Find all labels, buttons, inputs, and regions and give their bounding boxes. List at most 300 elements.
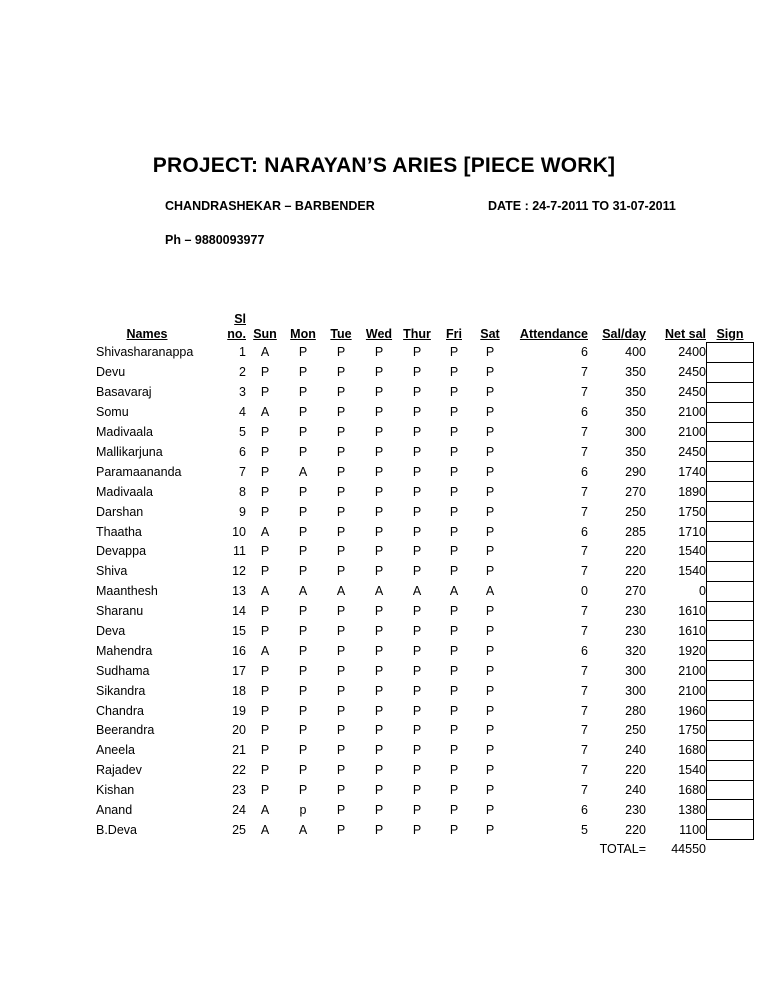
day-wed-status: P — [374, 822, 384, 837]
salary-per-day: 320 — [625, 643, 646, 658]
day-sun-status: P — [260, 743, 270, 758]
table-row — [90, 701, 754, 721]
table-row — [90, 363, 754, 383]
serial-number: 6 — [239, 444, 246, 459]
header-row — [90, 312, 754, 342]
table-row — [90, 681, 754, 701]
salary-per-day: 350 — [625, 365, 646, 380]
day-sat-status: P — [485, 822, 495, 837]
col-wed-header: Wed — [365, 327, 393, 341]
day-tue-status: P — [336, 683, 346, 698]
net-salary: 1960 — [678, 703, 706, 718]
day-sun-status: P — [260, 444, 270, 459]
signature-box[interactable] — [706, 661, 754, 681]
day-fri-status: P — [449, 504, 459, 519]
document-title: PROJECT: NARAYAN’S ARIES [PIECE WORK] — [152, 154, 616, 177]
day-thur-status: P — [412, 365, 422, 380]
day-tue-status: P — [336, 405, 346, 420]
day-mon-status: A — [298, 822, 308, 837]
net-salary: 1750 — [678, 504, 706, 519]
day-fri-status: P — [449, 743, 459, 758]
employee-name: Aneela — [96, 743, 135, 758]
day-fri-status: P — [449, 425, 459, 440]
day-thur-status: P — [412, 743, 422, 758]
day-mon-status: P — [298, 703, 308, 718]
day-fri-status: A — [449, 584, 459, 599]
employee-name: Mahendra — [96, 643, 153, 658]
col-sal-day-header: Sal/day — [602, 327, 646, 341]
day-thur-status: P — [412, 484, 422, 499]
salary-per-day: 240 — [625, 743, 646, 758]
employee-name: Sharanu — [96, 604, 144, 619]
col-net-sal-header: Net sal — [665, 327, 706, 341]
day-fri-status: P — [449, 703, 459, 718]
net-salary: 1100 — [679, 822, 706, 837]
total-value: 44550 — [671, 842, 706, 857]
day-sun-status: P — [260, 544, 270, 559]
signature-box[interactable] — [706, 781, 754, 801]
day-mon-status: P — [298, 385, 308, 400]
day-sun-status: A — [260, 643, 270, 658]
net-salary: 1680 — [678, 783, 706, 798]
day-wed-status: P — [374, 763, 384, 778]
day-wed-status: P — [374, 385, 384, 400]
day-thur-status: P — [412, 643, 422, 658]
day-sat-status: P — [485, 444, 495, 459]
day-sat-status: P — [485, 365, 495, 380]
signature-box[interactable] — [706, 363, 754, 383]
day-thur-status: P — [412, 405, 422, 420]
day-wed-status: P — [374, 504, 384, 519]
day-tue-status: P — [336, 365, 346, 380]
salary-per-day: 300 — [625, 425, 646, 440]
day-wed-status: P — [374, 425, 384, 440]
attendance-count: 7 — [581, 683, 588, 698]
serial-number: 7 — [239, 464, 246, 479]
day-fri-status: P — [449, 385, 459, 400]
day-fri-status: P — [449, 344, 459, 359]
day-tue-status: P — [336, 663, 346, 678]
table-row — [90, 482, 754, 502]
salary-per-day: 230 — [625, 802, 646, 817]
employee-name: Thaatha — [96, 524, 142, 539]
contractor-name: CHANDRASHEKAR – BARBENDER — [165, 199, 375, 213]
table-row — [90, 502, 754, 522]
employee-name: Madivaala — [96, 425, 153, 440]
day-sat-status: P — [485, 763, 495, 778]
day-tue-status: P — [336, 444, 346, 459]
day-wed-status: P — [374, 344, 384, 359]
serial-number: 13 — [232, 584, 246, 599]
day-sun-status: P — [260, 484, 270, 499]
day-fri-status: P — [449, 623, 459, 638]
attendance-count: 7 — [581, 623, 588, 638]
salary-per-day: 285 — [625, 524, 646, 539]
day-thur-status: P — [412, 802, 422, 817]
net-salary: 1540 — [678, 544, 706, 559]
net-salary: 2100 — [678, 663, 706, 678]
serial-number: 1 — [239, 344, 246, 359]
serial-number: 15 — [232, 623, 246, 638]
day-sat-status: P — [485, 524, 495, 539]
day-sat-status: A — [485, 584, 495, 599]
day-wed-status: P — [374, 444, 384, 459]
employee-name: Chandra — [96, 703, 144, 718]
serial-number: 4 — [239, 405, 246, 420]
day-wed-status: A — [374, 584, 384, 599]
employee-name: Basavaraj — [96, 385, 152, 400]
day-tue-status: P — [336, 484, 346, 499]
signature-box[interactable] — [706, 522, 754, 542]
day-wed-status: P — [374, 484, 384, 499]
signature-box[interactable] — [706, 820, 754, 840]
net-salary: 1680 — [678, 743, 706, 758]
day-sun-status: P — [260, 464, 270, 479]
serial-number: 18 — [232, 683, 246, 698]
attendance-count: 6 — [581, 344, 588, 359]
day-tue-status: P — [336, 743, 346, 758]
day-fri-status: P — [449, 524, 459, 539]
attendance-count: 6 — [581, 405, 588, 420]
col-sat-header: Sat — [480, 327, 500, 341]
day-fri-status: P — [449, 663, 459, 678]
day-thur-status: P — [412, 623, 422, 638]
salary-per-day: 290 — [625, 464, 646, 479]
signature-box[interactable] — [706, 423, 754, 443]
signature-box[interactable] — [706, 641, 754, 661]
salary-per-day: 300 — [625, 683, 646, 698]
day-thur-status: P — [412, 663, 422, 678]
day-tue-status: P — [336, 643, 346, 658]
signature-box[interactable] — [706, 582, 754, 602]
salary-per-day: 250 — [625, 504, 646, 519]
day-sat-status: P — [485, 544, 495, 559]
day-thur-status: P — [412, 344, 422, 359]
day-sun-status: P — [260, 604, 270, 619]
day-sat-status: P — [485, 564, 495, 579]
employee-name: Beerandra — [96, 723, 155, 738]
day-mon-status: P — [298, 564, 308, 579]
day-mon-status: P — [298, 763, 308, 778]
day-tue-status: A — [336, 584, 346, 599]
day-wed-status: P — [374, 723, 384, 738]
day-mon-status: P — [298, 683, 308, 698]
day-sat-status: P — [485, 723, 495, 738]
attendance-count: 7 — [581, 504, 588, 519]
serial-number: 10 — [232, 524, 246, 539]
col-sign-header: Sign — [716, 327, 744, 341]
day-sun-status: A — [260, 802, 270, 817]
net-salary: 1610 — [678, 604, 706, 619]
col-sl-header: Sl no. — [227, 312, 246, 341]
salary-per-day: 270 — [625, 584, 646, 599]
table-row — [90, 403, 754, 423]
attendance-count: 6 — [581, 643, 588, 658]
employee-name: Mallikarjuna — [96, 444, 163, 459]
day-sat-status: P — [485, 344, 495, 359]
employee-name: Devu — [96, 365, 126, 380]
net-salary: 1920 — [678, 643, 706, 658]
day-fri-status: P — [449, 763, 459, 778]
serial-number: 22 — [232, 763, 246, 778]
day-fri-status: P — [449, 822, 459, 837]
employee-name: Anand — [96, 802, 133, 817]
day-mon-status: P — [298, 623, 308, 638]
signature-box[interactable] — [706, 602, 754, 622]
attendance-count: 7 — [581, 703, 588, 718]
day-sat-status: P — [485, 484, 495, 499]
net-salary: 1540 — [678, 564, 706, 579]
employee-name: Devappa — [96, 544, 147, 559]
day-mon-status: P — [298, 425, 308, 440]
serial-number: 23 — [232, 783, 246, 798]
day-mon-status: p — [299, 802, 307, 817]
day-fri-status: P — [449, 802, 459, 817]
signature-box[interactable] — [706, 562, 754, 582]
day-sun-status: A — [260, 524, 270, 539]
serial-number: 2 — [239, 365, 246, 380]
attendance-count: 6 — [581, 524, 588, 539]
day-fri-status: P — [449, 405, 459, 420]
day-sat-status: P — [485, 802, 495, 817]
employee-name: Somu — [96, 405, 129, 420]
employee-name: Shivasharanappa — [96, 344, 194, 359]
day-wed-status: P — [374, 743, 384, 758]
day-sun-status: A — [260, 584, 270, 599]
table-row — [90, 423, 754, 443]
day-thur-status: P — [412, 464, 422, 479]
table-row — [90, 641, 754, 661]
day-sat-status: P — [485, 703, 495, 718]
salary-per-day: 230 — [625, 604, 646, 619]
col-mon-header: Mon — [290, 327, 316, 341]
signature-box[interactable] — [706, 502, 754, 522]
signature-box[interactable] — [706, 741, 754, 761]
employee-name: Paramaananda — [96, 464, 182, 479]
salary-per-day: 400 — [625, 344, 646, 359]
day-tue-status: P — [336, 703, 346, 718]
net-salary: 2100 — [678, 425, 706, 440]
day-mon-status: P — [298, 405, 308, 420]
day-tue-status: P — [336, 604, 346, 619]
signature-box[interactable] — [706, 800, 754, 820]
table-row — [90, 522, 754, 542]
net-salary: 1710 — [678, 524, 706, 539]
salary-per-day: 230 — [625, 623, 646, 638]
col-fri-header: Fri — [446, 327, 462, 341]
serial-number: 11 — [233, 544, 246, 559]
day-tue-status: P — [336, 344, 346, 359]
employee-name: Deva — [96, 623, 126, 638]
day-tue-status: P — [336, 723, 346, 738]
day-thur-status: P — [412, 425, 422, 440]
table-row — [90, 462, 754, 482]
signature-box[interactable] — [706, 761, 754, 781]
net-salary: 2450 — [678, 365, 706, 380]
day-sun-status: A — [260, 405, 270, 420]
day-tue-status: P — [336, 802, 346, 817]
salary-per-day: 350 — [625, 385, 646, 400]
table-row — [90, 820, 754, 840]
day-fri-status: P — [449, 683, 459, 698]
day-sun-status: A — [260, 822, 270, 837]
phone-number: Ph – 9880093977 — [165, 233, 265, 247]
attendance-count: 7 — [581, 365, 588, 380]
day-tue-status: P — [336, 564, 346, 579]
net-salary: 2100 — [678, 683, 706, 698]
total-row — [90, 840, 754, 859]
serial-number: 17 — [232, 663, 246, 678]
serial-number: 8 — [239, 484, 246, 499]
signature-box[interactable] — [706, 721, 754, 741]
day-mon-status: P — [298, 344, 308, 359]
day-sat-status: P — [485, 643, 495, 658]
attendance-count: 7 — [581, 763, 588, 778]
day-thur-status: P — [412, 444, 422, 459]
col-names-header: Names — [126, 327, 168, 341]
day-tue-status: P — [336, 822, 346, 837]
day-sat-status: P — [485, 464, 495, 479]
day-wed-status: P — [374, 365, 384, 380]
day-mon-status: P — [298, 723, 308, 738]
attendance-count: 7 — [581, 385, 588, 400]
table-row — [90, 621, 754, 641]
table-row — [90, 383, 754, 403]
serial-number: 9 — [239, 504, 246, 519]
day-sat-status: P — [485, 663, 495, 678]
day-wed-status: P — [374, 683, 384, 698]
salary-per-day: 220 — [625, 544, 646, 559]
attendance-count: 6 — [581, 464, 588, 479]
employee-name: Kishan — [96, 783, 135, 798]
day-thur-status: P — [412, 822, 422, 837]
serial-number: 20 — [232, 723, 246, 738]
attendance-table — [90, 312, 754, 859]
signature-box[interactable] — [706, 701, 754, 721]
day-sat-status: P — [485, 623, 495, 638]
day-sat-status: P — [485, 743, 495, 758]
signature-box[interactable] — [706, 462, 754, 482]
day-thur-status: P — [412, 504, 422, 519]
day-thur-status: P — [412, 723, 422, 738]
serial-number: 21 — [232, 743, 246, 758]
day-mon-status: P — [298, 544, 308, 559]
day-mon-status: A — [298, 584, 308, 599]
table-row — [90, 342, 754, 363]
net-salary: 2400 — [678, 344, 706, 359]
signature-box[interactable] — [706, 403, 754, 423]
day-tue-status: P — [336, 385, 346, 400]
day-fri-status: P — [449, 464, 459, 479]
attendance-count: 6 — [581, 802, 588, 817]
day-wed-status: P — [374, 464, 384, 479]
net-salary: 2450 — [678, 385, 706, 400]
signature-box[interactable] — [706, 342, 754, 363]
day-sun-status: P — [260, 763, 270, 778]
net-salary: 1380 — [678, 802, 706, 817]
salary-per-day: 220 — [625, 564, 646, 579]
day-fri-status: P — [449, 365, 459, 380]
day-sat-status: P — [485, 405, 495, 420]
signature-box[interactable] — [706, 383, 754, 403]
table-row — [90, 442, 754, 462]
salary-per-day: 250 — [625, 723, 646, 738]
attendance-count: 5 — [581, 822, 588, 837]
day-thur-status: A — [412, 584, 422, 599]
day-wed-status: P — [374, 604, 384, 619]
salary-per-day: 220 — [625, 763, 646, 778]
day-fri-status: P — [449, 444, 459, 459]
day-wed-status: P — [374, 524, 384, 539]
net-salary: 2100 — [678, 405, 706, 420]
table-row — [90, 781, 754, 801]
date-range: DATE : 24-7-2011 TO 31-07-2011 — [488, 199, 676, 213]
attendance-count: 7 — [581, 743, 588, 758]
signature-box[interactable] — [706, 681, 754, 701]
net-salary: 1890 — [678, 484, 706, 499]
day-tue-status: P — [336, 544, 346, 559]
employee-name: B.Deva — [96, 822, 137, 837]
net-salary: 1610 — [678, 623, 706, 638]
signature-box[interactable] — [706, 442, 754, 462]
day-wed-status: P — [374, 783, 384, 798]
signature-box[interactable] — [706, 542, 754, 562]
employee-name: Rajadev — [96, 763, 142, 778]
employee-name: Maanthesh — [96, 584, 158, 599]
day-sun-status: P — [260, 564, 270, 579]
table-row — [90, 562, 754, 582]
day-fri-status: P — [449, 723, 459, 738]
day-wed-status: P — [374, 564, 384, 579]
day-wed-status: P — [374, 623, 384, 638]
serial-number: 24 — [232, 802, 246, 817]
day-thur-status: P — [412, 763, 422, 778]
day-mon-status: P — [298, 743, 308, 758]
day-sun-status: P — [260, 425, 270, 440]
attendance-count: 7 — [581, 444, 588, 459]
day-mon-status: A — [298, 464, 308, 479]
table-row — [90, 721, 754, 741]
day-tue-status: P — [336, 504, 346, 519]
day-wed-status: P — [374, 643, 384, 658]
employee-name: Madivaala — [96, 484, 153, 499]
signature-box[interactable] — [706, 621, 754, 641]
day-tue-status: P — [336, 623, 346, 638]
serial-number: 25 — [232, 822, 246, 837]
attendance-count: 7 — [581, 544, 588, 559]
serial-number: 5 — [239, 425, 246, 440]
day-thur-status: P — [412, 385, 422, 400]
serial-number: 16 — [232, 643, 246, 658]
serial-number: 19 — [232, 703, 246, 718]
attendance-count: 7 — [581, 723, 588, 738]
table-row — [90, 761, 754, 781]
salary-per-day: 220 — [625, 822, 646, 837]
table-row — [90, 542, 754, 562]
day-sat-status: P — [485, 683, 495, 698]
day-mon-status: P — [298, 783, 308, 798]
day-tue-status: P — [336, 763, 346, 778]
day-sun-status: P — [260, 365, 270, 380]
col-sun-header: Sun — [253, 327, 277, 341]
col-tue-header: Tue — [330, 327, 352, 341]
attendance-count: 7 — [581, 564, 588, 579]
signature-box[interactable] — [706, 482, 754, 502]
salary-per-day: 350 — [625, 405, 646, 420]
attendance-count: 7 — [581, 425, 588, 440]
employee-name: Sudhama — [96, 663, 150, 678]
net-salary: 1740 — [678, 464, 706, 479]
